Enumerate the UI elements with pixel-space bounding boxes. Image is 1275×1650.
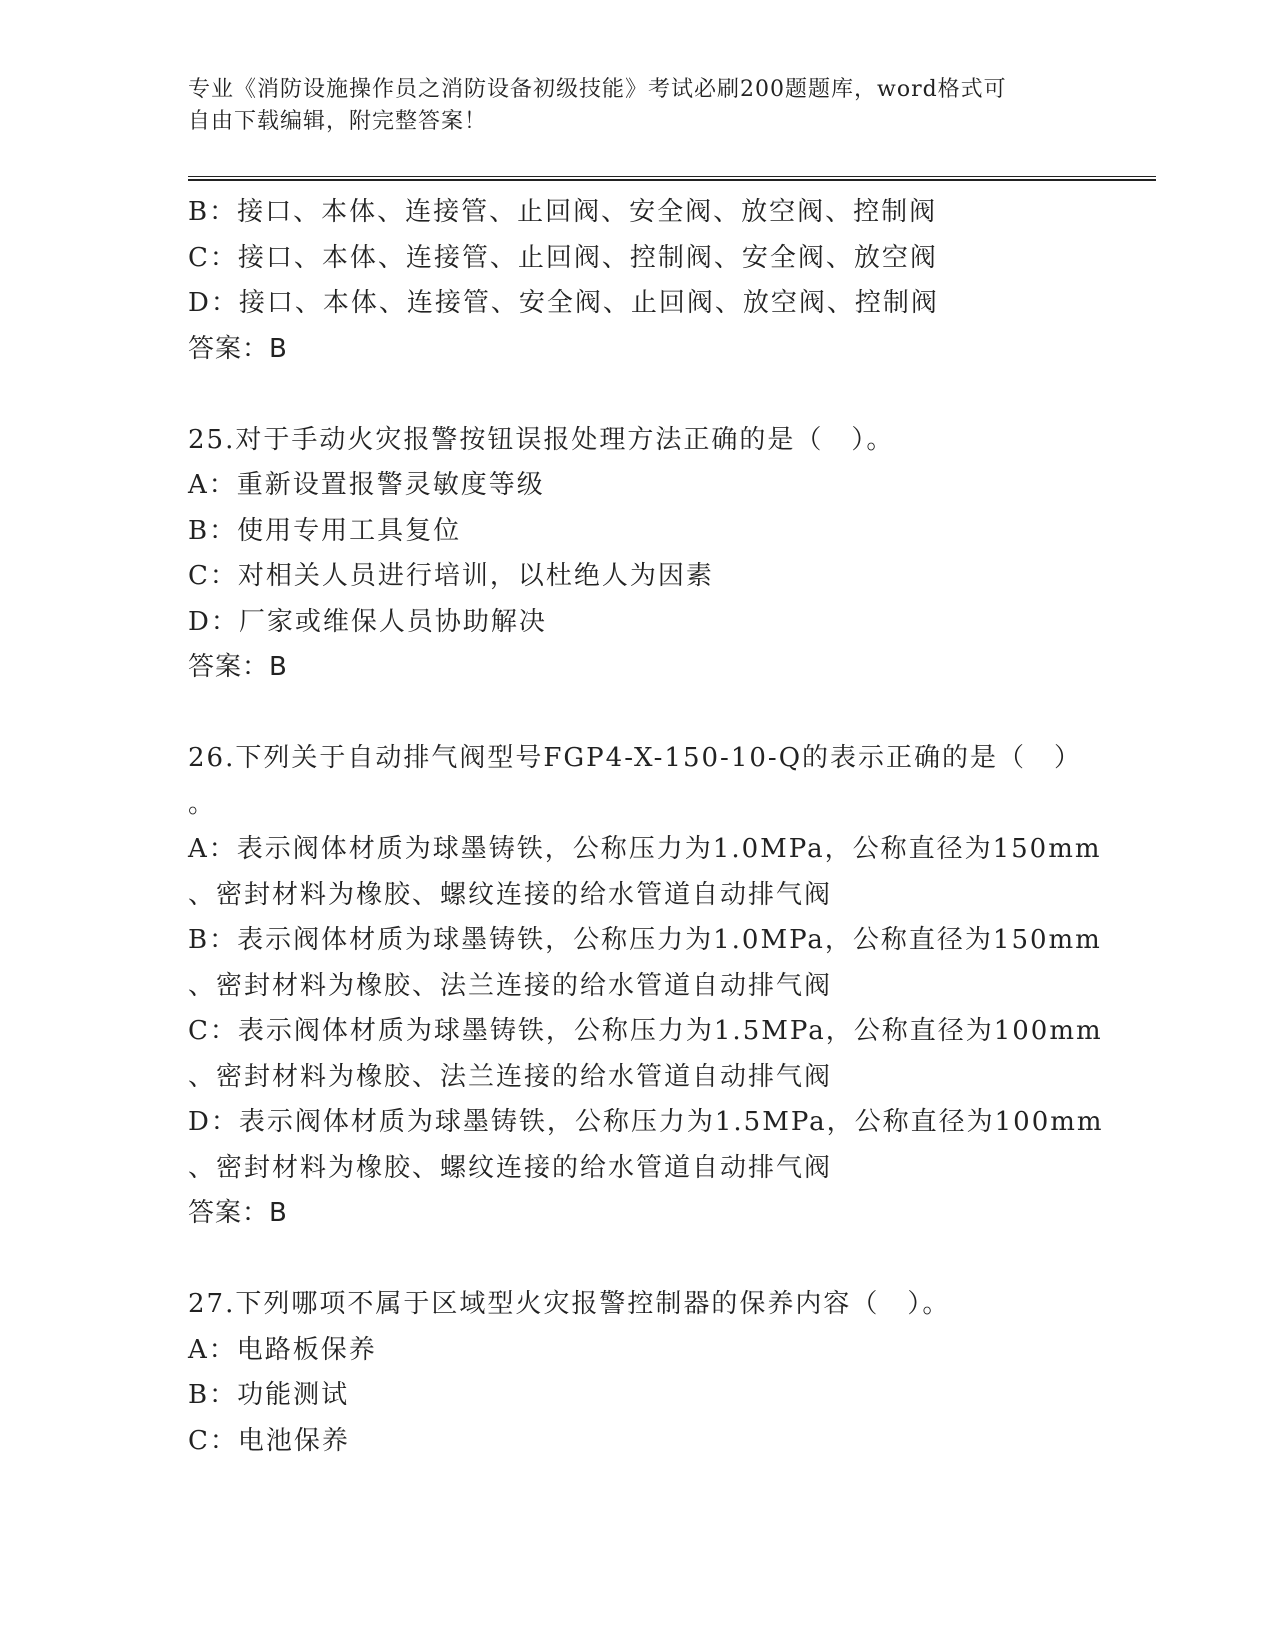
- header-title-line2: 自由下载编辑，附完整答案！: [188, 109, 488, 134]
- question-24: [188, 190, 1088, 372]
- q25-stem: 25.对于手动火灾报警按钮误报处理方法正确的是（ ）。: [188, 424, 895, 455]
- q26-stem-line2: 。: [188, 788, 217, 819]
- q26-option-a-line2: 、密封材料为橡胶、螺纹连接的给水管道自动排气阀: [188, 879, 833, 910]
- q26-option-d-line1: D：表示阀体材质为球墨铸铁，公称压力为1.5MPa，公称直径为100mm: [188, 1107, 1104, 1137]
- q25-option-c: C：对相关人员进行培训，以杜绝人为因素: [188, 561, 714, 591]
- question-27: [188, 1282, 1088, 1464]
- q26-option-d-line2: 、密封材料为橡胶、螺纹连接的给水管道自动排气阀: [188, 1152, 833, 1183]
- q24-option-c: C：接口、本体、连接管、止回阀、控制阀、安全阀、放空阀: [188, 242, 938, 273]
- question-26: [188, 736, 1104, 1237]
- q27-option-b: B：功能测试: [188, 1380, 350, 1410]
- question-25: [188, 418, 1088, 691]
- q26-option-a-line1: A：表示阀体材质为球墨铸铁，公称压力为1.0MPa，公称直径为150mm: [188, 834, 1102, 864]
- q25-option-b: B：使用专用工具复位: [188, 515, 462, 546]
- header-divider: [188, 176, 1156, 181]
- header-title-line1: 专业《消防设施操作员之消防设备初级技能》考试必刷200题题库，word格式可: [188, 77, 1007, 102]
- q24-answer: 答案：B: [188, 333, 288, 364]
- q27-option-a: A：电路板保养: [188, 1334, 377, 1365]
- spacer: [188, 372, 1088, 418]
- q26-option-c-line2: 、密封材料为橡胶、法兰连接的给水管道自动排气阀: [188, 1061, 833, 1092]
- q26-option-c-line1: C：表示阀体材质为球墨铸铁，公称压力为1.5MPa，公称直径为100mm: [188, 1016, 1103, 1046]
- question-content: [188, 190, 1104, 1464]
- q26-stem-line1: 26.下列关于自动排气阀型号FGP4-X-150-10-Q的表示正确的是（ ）: [188, 743, 1083, 773]
- q26-answer: 答案：B: [188, 1198, 288, 1228]
- spacer: [188, 1237, 1088, 1283]
- q26-option-b-line1: B：表示阀体材质为球墨铸铁，公称压力为1.0MPa，公称直径为150mm: [188, 925, 1102, 955]
- q25-answer: 答案：B: [188, 652, 288, 682]
- q27-option-c: C：电池保养: [188, 1425, 350, 1456]
- q25-option-a: A：重新设置报警灵敏度等级: [188, 470, 545, 500]
- page-header: [188, 74, 1088, 138]
- q24-option-b: B：接口、本体、连接管、止回阀、安全阀、放空阀、控制阀: [188, 197, 938, 227]
- q25-option-d: D：厂家或维保人员协助解决: [188, 606, 547, 637]
- q27-stem: 27.下列哪项不属于区域型火灾报警控制器的保养内容（ ）。: [188, 1289, 951, 1319]
- q26-option-b-line2: 、密封材料为橡胶、法兰连接的给水管道自动排气阀: [188, 970, 833, 1001]
- spacer: [188, 691, 1088, 737]
- q24-option-d: D：接口、本体、连接管、安全阀、止回阀、放空阀、控制阀: [188, 288, 939, 318]
